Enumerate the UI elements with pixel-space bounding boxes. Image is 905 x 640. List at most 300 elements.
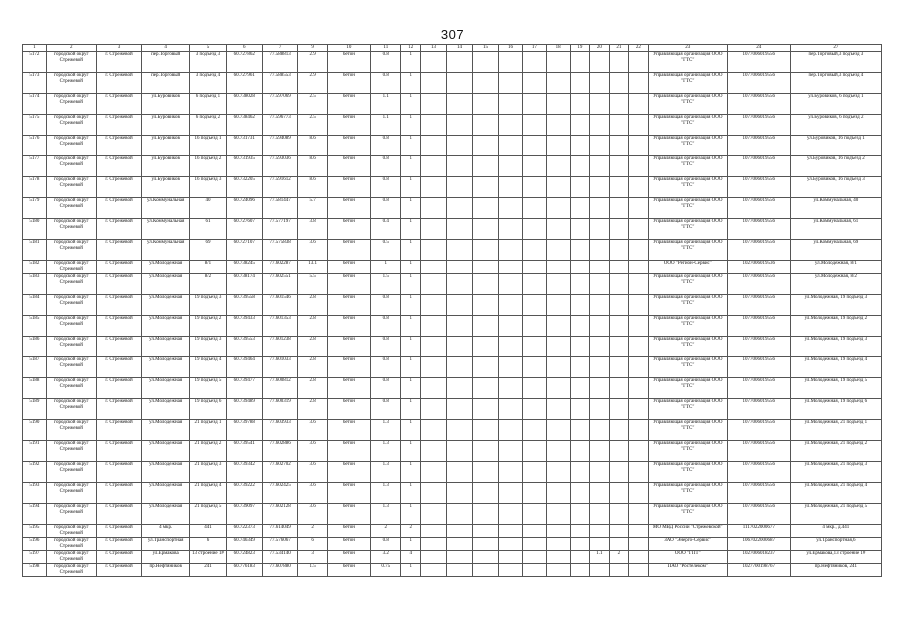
table-cell: [420, 52, 446, 73]
table-cell: [473, 503, 499, 524]
table-cell: 77.602425: [262, 482, 298, 503]
table-cell: городской округ Стрежевой: [46, 503, 96, 524]
table-cell: Управляющая организация ООО "ГТС": [648, 72, 727, 93]
table-cell: ПАО "Ростелеком": [648, 563, 727, 576]
table-cell: 0.8: [371, 294, 401, 315]
table-cell: [570, 198, 590, 219]
table-cell: г. Стрежевой: [96, 156, 142, 177]
table-cell: ул.Молодежная, 19 подъезд 3: [790, 336, 881, 357]
table-cell: [499, 399, 523, 420]
table-cell: 4: [401, 550, 421, 563]
table-cell: [629, 219, 649, 240]
table-cell: пр.Нефтяников, 241: [790, 563, 881, 576]
table-cell: 3.8: [298, 219, 327, 240]
table-cell: [447, 315, 473, 336]
table-cell: ООО "ГПТ": [648, 550, 727, 563]
table-cell: МО МВД России "Стрежевской": [648, 524, 727, 537]
table-cell: [629, 198, 649, 219]
table-cell: 2: [609, 550, 629, 563]
table-cell: 5194: [23, 503, 47, 524]
table-cell: ул.Молодежная, 19 подъезд 4: [790, 357, 881, 378]
table-cell: г. Стрежевой: [96, 336, 142, 357]
table-cell: [570, 294, 590, 315]
table-cell: [522, 357, 546, 378]
table-cell: городской округ Стрежевой: [46, 357, 96, 378]
table-cell: 1077006019556: [727, 198, 790, 219]
table-header-row: [23, 45, 882, 52]
table-cell: ул.Буровиков: [142, 114, 190, 135]
table-cell: 3.6: [298, 461, 327, 482]
table-cell: городской округ Стрежевой: [46, 93, 96, 114]
table-cell: 1: [401, 357, 421, 378]
table-cell: [546, 273, 570, 294]
table-cell: [609, 240, 629, 261]
table-cell: [447, 357, 473, 378]
table-cell: 5188: [23, 378, 47, 399]
table-cell: 19 подъезд 3: [190, 294, 227, 315]
table-cell: [447, 177, 473, 198]
table-cell: 1117022000677: [727, 524, 790, 537]
table-cell: [570, 93, 590, 114]
table-cell: [590, 93, 610, 114]
table-cell: 5198: [23, 563, 47, 576]
table-cell: ул.Молодежная: [142, 441, 190, 462]
table-cell: ул.Молодежная: [142, 503, 190, 524]
table-cell: [522, 524, 546, 537]
table-cell: 2.8: [298, 294, 327, 315]
column-header: 10: [327, 45, 370, 52]
table-cell: [447, 482, 473, 503]
table-cell: ул.Молодежная: [142, 273, 190, 294]
table-cell: 5191: [23, 441, 47, 462]
table-cell: 40: [190, 198, 227, 219]
table-row: [23, 563, 882, 576]
table-cell: [473, 72, 499, 93]
table-cell: 1: [401, 260, 421, 273]
table-cell: бетон: [327, 537, 370, 550]
table-cell: 77.593036: [262, 156, 298, 177]
table-cell: 77.576067: [262, 537, 298, 550]
table-cell: бетон: [327, 198, 370, 219]
table-cell: [522, 563, 546, 576]
table-cell: г. Стрежевой: [96, 273, 142, 294]
table-cell: 1: [401, 156, 421, 177]
table-cell: 1077006019556: [727, 357, 790, 378]
table-cell: городской округ Стрежевой: [46, 420, 96, 441]
table-cell: 1: [371, 260, 401, 273]
table-cell: [522, 114, 546, 135]
table-cell: [522, 336, 546, 357]
column-header: 16: [499, 45, 523, 52]
table-cell: 8.6: [298, 177, 327, 198]
table-cell: 60.731731: [226, 135, 262, 156]
table-cell: 77.601033: [262, 357, 298, 378]
table-cell: [546, 503, 570, 524]
table-cell: 77.600319: [262, 399, 298, 420]
table-cell: г. Стрежевой: [96, 198, 142, 219]
table-cell: 1077006019556: [727, 72, 790, 93]
table-cell: 77.603933: [262, 420, 298, 441]
table-cell: [570, 378, 590, 399]
table-cell: [499, 198, 523, 219]
column-header: 3: [96, 45, 142, 52]
table-cell: ул.Молодежная, 21 подъезд 1: [790, 420, 881, 441]
table-row: [23, 461, 882, 482]
table-cell: ул.Буровиков, 16 подъезд 1: [790, 135, 881, 156]
table-cell: пер.Торговый,3 подъезд 4: [790, 72, 881, 93]
table-cell: [570, 315, 590, 336]
table-cell: 1067022000687: [727, 537, 790, 550]
table-cell: г. Стрежевой: [96, 357, 142, 378]
table-cell: г. Стрежевой: [96, 482, 142, 503]
table-cell: 0.8: [371, 198, 401, 219]
table-cell: [590, 503, 610, 524]
table-cell: 1077006019556: [727, 114, 790, 135]
table-cell: 60.739477: [226, 378, 262, 399]
table-cell: 77.607880: [262, 563, 298, 576]
table-cell: 8.6: [298, 156, 327, 177]
table-cell: 61: [190, 219, 227, 240]
table-cell: [522, 273, 546, 294]
table-cell: 2.8: [298, 399, 327, 420]
table-cell: [473, 219, 499, 240]
table-cell: [609, 378, 629, 399]
table-cell: [570, 441, 590, 462]
table-cell: [522, 198, 546, 219]
table-row: [23, 240, 882, 261]
table-row: [23, 156, 882, 177]
table-cell: [629, 537, 649, 550]
table-cell: [546, 420, 570, 441]
table-cell: [447, 441, 473, 462]
table-cell: 241: [190, 563, 227, 576]
table-cell: ул.Молодежная: [142, 260, 190, 273]
table-cell: [473, 52, 499, 73]
table-cell: [522, 537, 546, 550]
table-cell: 6: [190, 537, 227, 550]
table-cell: [609, 503, 629, 524]
table-cell: [522, 52, 546, 73]
table-cell: [473, 135, 499, 156]
table-cell: 0.8: [371, 315, 401, 336]
table-cell: [629, 315, 649, 336]
table-cell: [473, 357, 499, 378]
table-cell: ул.Ермакова: [142, 550, 190, 563]
table-cell: пер.Торговый: [142, 52, 190, 73]
table-cell: 16 подъезд 3: [190, 177, 227, 198]
table-cell: [499, 503, 523, 524]
table-cell: [420, 482, 446, 503]
table-row: [23, 537, 882, 550]
table-cell: пр.Нефтяников: [142, 563, 190, 576]
table-cell: [499, 441, 523, 462]
table-cell: [546, 219, 570, 240]
table-cell: [546, 93, 570, 114]
table-cell: г. Стрежевой: [96, 114, 142, 135]
table-cell: городской округ Стрежевой: [46, 240, 96, 261]
table-cell: 8/2: [190, 273, 227, 294]
table-cell: 5179: [23, 198, 47, 219]
table-cell: 60.746349: [226, 537, 262, 550]
table-cell: Управляющая организация ООО "ГТС": [648, 336, 727, 357]
table-cell: г. Стрежевой: [96, 503, 142, 524]
table-cell: 0.8: [371, 399, 401, 420]
table-cell: 1: [401, 482, 421, 503]
table-cell: бетон: [327, 482, 370, 503]
table-cell: 0.8: [371, 72, 401, 93]
table-cell: [420, 563, 446, 576]
table-cell: [570, 177, 590, 198]
table-cell: 0.4: [371, 219, 401, 240]
table-cell: ул.Коммунальная, 40: [790, 198, 881, 219]
table-cell: [570, 72, 590, 93]
table-cell: Управляющая организация ООО "ГТС": [648, 93, 727, 114]
table-cell: городской округ Стрежевой: [46, 399, 96, 420]
table-cell: г. Стрежевой: [96, 378, 142, 399]
table-cell: ул.Молодежная, 21 подъезд 4: [790, 482, 881, 503]
table-cell: [522, 550, 546, 563]
table-cell: 1: [401, 378, 421, 399]
table-cell: 2.8: [298, 378, 327, 399]
table-cell: 5197: [23, 550, 47, 563]
table-cell: 6 подъезд 2: [190, 114, 227, 135]
table-cell: ул.Молодежная, 19 подъезд 5: [790, 378, 881, 399]
table-cell: [420, 294, 446, 315]
table-cell: 5196: [23, 537, 47, 550]
table-cell: г. Стрежевой: [96, 524, 142, 537]
table-cell: 3.6: [298, 420, 327, 441]
table-cell: 0.75: [371, 563, 401, 576]
table-cell: [420, 198, 446, 219]
table-cell: Управляющая организация ООО "ГТС": [648, 482, 727, 503]
table-row: [23, 550, 882, 563]
table-cell: г. Стрежевой: [96, 240, 142, 261]
table-cell: [590, 537, 610, 550]
table-cell: [447, 537, 473, 550]
table-cell: 1.5: [298, 563, 327, 576]
table-cell: 5176: [23, 135, 47, 156]
table-cell: 5175: [23, 114, 47, 135]
table-row: [23, 378, 882, 399]
table-cell: городской округ Стрежевой: [46, 461, 96, 482]
table-cell: [522, 135, 546, 156]
table-cell: [609, 135, 629, 156]
table-cell: [629, 135, 649, 156]
table-cell: г. Стрежевой: [96, 135, 142, 156]
table-cell: [447, 524, 473, 537]
table-cell: [629, 503, 649, 524]
table-cell: бетон: [327, 441, 370, 462]
table-cell: 60.739553: [226, 336, 262, 357]
table-cell: городской округ Стрежевой: [46, 550, 96, 563]
table-cell: [420, 273, 446, 294]
table-cell: [447, 378, 473, 399]
table-cell: [420, 357, 446, 378]
table-cell: [522, 294, 546, 315]
table-cell: 2: [401, 524, 421, 537]
table-cell: 1.1: [371, 114, 401, 135]
table-cell: 19 подъезд 5: [190, 378, 227, 399]
table-cell: [546, 482, 570, 503]
table-cell: 77.600812: [262, 378, 298, 399]
table-cell: ул.Буровиков, 6 подъезд 1: [790, 93, 881, 114]
table-cell: г. Стрежевой: [96, 441, 142, 462]
table-cell: [473, 399, 499, 420]
table-cell: [629, 441, 649, 462]
table-cell: [473, 336, 499, 357]
table-row: [23, 198, 882, 219]
table-cell: [590, 240, 610, 261]
table-cell: 60.732205: [226, 177, 262, 198]
table-cell: 5178: [23, 177, 47, 198]
table-cell: [499, 135, 523, 156]
table-cell: [522, 399, 546, 420]
table-cell: [447, 240, 473, 261]
table-cell: Управляющая организация ООО "ГТС": [648, 461, 727, 482]
table-cell: ул.Коммунальная: [142, 240, 190, 261]
table-cell: [420, 503, 446, 524]
table-cell: 60.738245: [226, 260, 262, 273]
table-cell: бетон: [327, 114, 370, 135]
table-cell: [447, 219, 473, 240]
table-cell: городской округ Стрежевой: [46, 273, 96, 294]
table-cell: [420, 219, 446, 240]
table-cell: [590, 52, 610, 73]
table-cell: [590, 72, 610, 93]
table-cell: ул.Буровиков, 16 подъезд 2: [790, 156, 881, 177]
table-cell: городской округ Стрежевой: [46, 524, 96, 537]
table-cell: [546, 537, 570, 550]
table-cell: 0.5: [371, 240, 401, 261]
table-cell: г. Стрежевой: [96, 260, 142, 273]
table-cell: [447, 114, 473, 135]
table-row: [23, 72, 882, 93]
table-cell: 2: [298, 524, 327, 537]
table-cell: [499, 240, 523, 261]
table-cell: [473, 524, 499, 537]
table-cell: 5182: [23, 260, 47, 273]
table-cell: г. Стрежевой: [96, 219, 142, 240]
table-cell: 1077006019556: [727, 441, 790, 462]
table-cell: ул.Молодежная: [142, 461, 190, 482]
table-cell: 1.3: [371, 482, 401, 503]
table-cell: [473, 93, 499, 114]
table-cell: 19 подъезд 6: [190, 399, 227, 420]
table-row: [23, 294, 882, 315]
table-cell: 0.8: [371, 336, 401, 357]
table-cell: [609, 563, 629, 576]
table-cell: [420, 156, 446, 177]
table-cell: 1027700198767: [727, 563, 790, 576]
table-cell: [499, 294, 523, 315]
table-cell: 1077006019556: [727, 399, 790, 420]
table-cell: 60.739342: [226, 461, 262, 482]
table-cell: [590, 524, 610, 537]
table-cell: ЗАО "Энерго-Сервис": [648, 537, 727, 550]
table-row: [23, 93, 882, 114]
table-cell: 1: [401, 399, 421, 420]
table-row: [23, 482, 882, 503]
table-cell: бетон: [327, 461, 370, 482]
table-cell: 60.739489: [226, 399, 262, 420]
table-cell: [590, 198, 610, 219]
table-cell: бетон: [327, 240, 370, 261]
table-cell: 1: [401, 93, 421, 114]
table-cell: [499, 461, 523, 482]
table-cell: бетон: [327, 72, 370, 93]
table-cell: 1077006019556: [727, 93, 790, 114]
table-cell: городской округ Стрежевой: [46, 260, 96, 273]
table-cell: 60.739464: [226, 357, 262, 378]
table-cell: 2.9: [298, 52, 327, 73]
table-cell: 60.739541: [226, 441, 262, 462]
table-cell: 1077006019556: [727, 273, 790, 294]
table-cell: Управляющая организация ООО "ГТС": [648, 378, 727, 399]
table-cell: [546, 461, 570, 482]
table-cell: 77.614049: [262, 524, 298, 537]
table-cell: 19 подъезд 2: [190, 315, 227, 336]
table-cell: [570, 357, 590, 378]
table-cell: ул.Коммунальная: [142, 219, 190, 240]
table-cell: бетон: [327, 399, 370, 420]
table-cell: [447, 420, 473, 441]
table-cell: 13.1: [298, 260, 327, 273]
table-cell: бетон: [327, 357, 370, 378]
table-cell: [609, 72, 629, 93]
table-cell: 1: [401, 537, 421, 550]
table-cell: ул.Коммунальная, 61: [790, 219, 881, 240]
table-cell: 77.577197: [262, 219, 298, 240]
table-cell: бетон: [327, 550, 370, 563]
table-cell: 5172: [23, 52, 47, 73]
table-cell: [546, 260, 570, 273]
table-cell: [499, 563, 523, 576]
table-cell: г. Стрежевой: [96, 550, 142, 563]
table-cell: [473, 378, 499, 399]
table-cell: [447, 336, 473, 357]
table-cell: Управляющая организация ООО "ГТС": [648, 114, 727, 135]
table-cell: [629, 72, 649, 93]
table-cell: Управляющая организация ООО "ГТС": [648, 357, 727, 378]
table-cell: 1: [401, 420, 421, 441]
table-cell: 1: [401, 114, 421, 135]
table-cell: г. Стрежевой: [96, 420, 142, 441]
table-cell: 3: [298, 550, 327, 563]
table-cell: [570, 273, 590, 294]
column-header: 21: [609, 45, 629, 52]
table-cell: городской округ Стрежевой: [46, 219, 96, 240]
table-row: [23, 524, 882, 537]
table-cell: 1: [401, 135, 421, 156]
table-cell: [473, 537, 499, 550]
table-cell: городской округ Стрежевой: [46, 537, 96, 550]
table-cell: [447, 260, 473, 273]
table-cell: 2.9: [298, 72, 327, 93]
table-cell: 60.739222: [226, 482, 262, 503]
table-cell: бетон: [327, 273, 370, 294]
table-cell: ул.Молодежная: [142, 399, 190, 420]
table-cell: [522, 177, 546, 198]
table-cell: 4 мкр.: [142, 524, 190, 537]
table-cell: ул.Буровиков: [142, 93, 190, 114]
table-cell: [522, 156, 546, 177]
table-cell: [609, 537, 629, 550]
table-cell: [629, 378, 649, 399]
table-cell: 1: [401, 240, 421, 261]
table-cell: 77.588553: [262, 72, 298, 93]
table-cell: 21 подъезд 2: [190, 441, 227, 462]
table-cell: Управляющая организация ООО "ГТС": [648, 399, 727, 420]
